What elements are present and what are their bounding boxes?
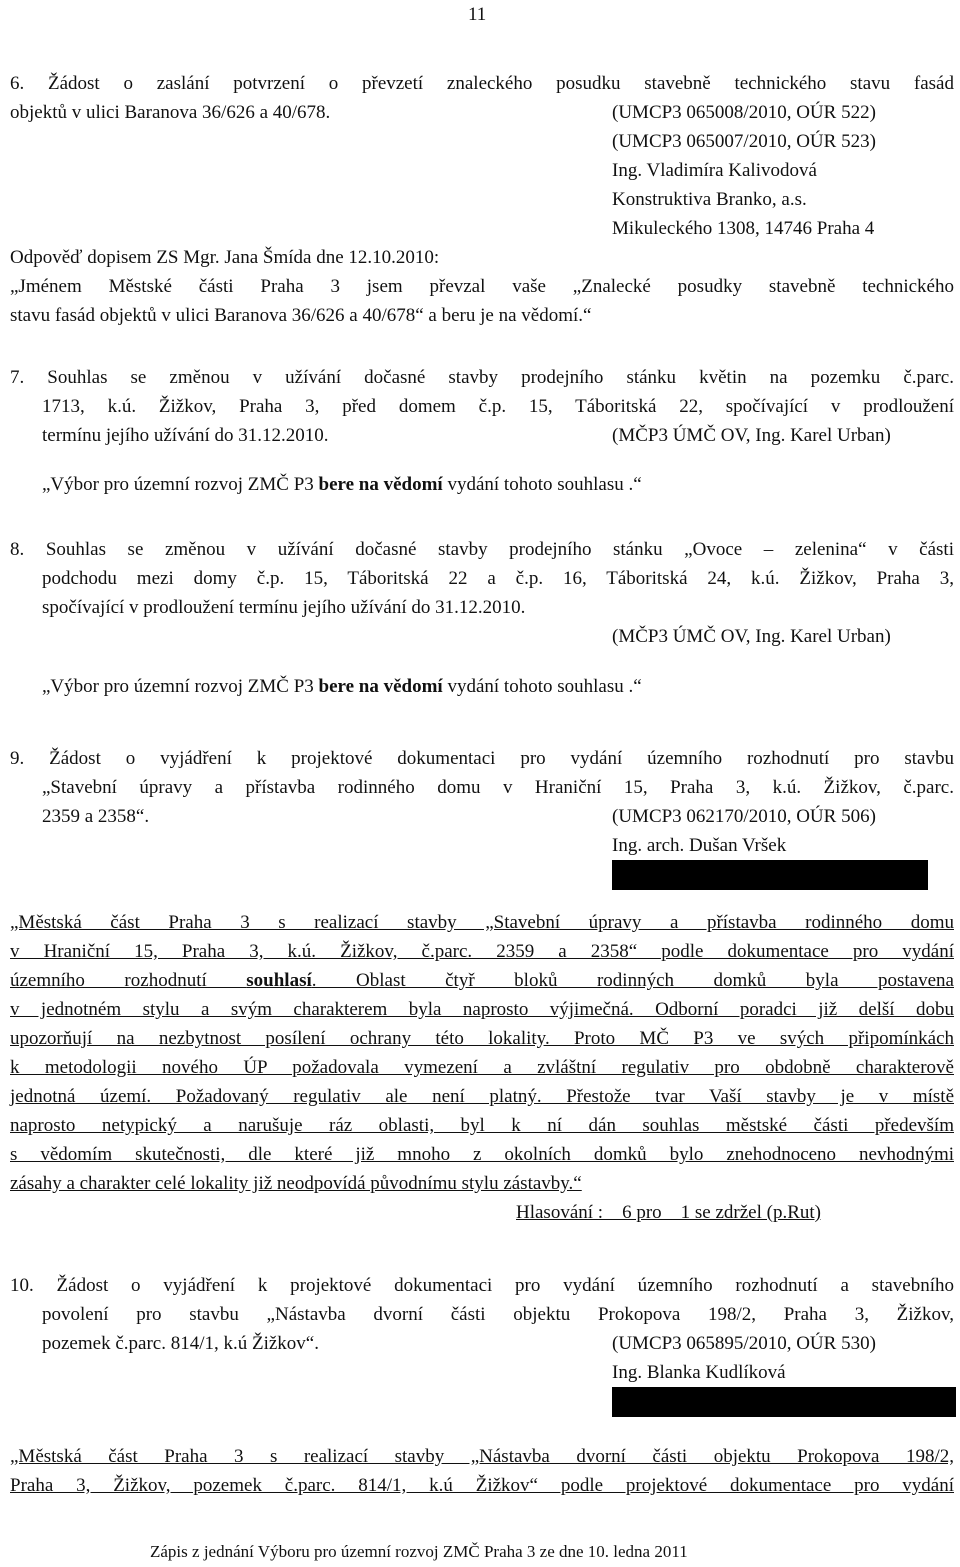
item9-statement-6: k metodologii nového ÚP požadovala vymezení a zvláštní regulativ pro obdobně charakterově (10, 1057, 954, 1078)
item10-author: Ing. Blanka Kudlíková (612, 1362, 786, 1383)
item10-statement-2: Praha 3, Žižkov, pozemek č.parc. 814/1, k.ú Žižkov“ podle projektové dokumentace pro vydání (10, 1475, 954, 1496)
item7-ref: (MČP3 ÚMČ OV, Ing. Karel Urban) (612, 425, 891, 446)
item8-resolution-post: vydání tohoto souhlasu .“ (442, 676, 642, 697)
item7-resolution-bold: bere na vědomí (318, 474, 443, 495)
item10-ref: (UMCP3 065895/2010, OÚR 530) (612, 1333, 876, 1354)
item6-ref2: (UMCP3 065007/2010, OÚR 523) (612, 131, 876, 152)
item6-quote2: stavu fasád objektů v ulici Baranova 36/626 a 40/678“ a beru je na vědomí.“ (10, 305, 592, 326)
item10-line2: povolení pro stavbu „Nástavba dvorní části objektu Prokopova 198/2, Praha 3, Žižkov, (42, 1304, 954, 1325)
item9-statement-8: naprosto netypický a narušuje ráz oblasti, byl k ní dán souhlas městské části především (10, 1115, 954, 1136)
item9-statement-3a: územního rozhodnutí (10, 970, 247, 991)
item6-ref1: (UMCP3 065008/2010, OÚR 522) (612, 102, 876, 123)
item8-resolution-bold: bere na vědomí (318, 676, 443, 697)
item8-resolution-pre: „Výbor pro územní rozvoj ZMČ P3 (42, 676, 319, 697)
item9-statement-4: v jednotném stylu a svým charakterem byla naprosto výjimečná. Odborní poradci již delší dobu (10, 999, 954, 1020)
item9-ref: (UMCP3 062170/2010, OÚR 506) (612, 806, 876, 827)
item10-statement-1: „Městská část Praha 3 s realizací stavby „Nástavba dvorní části objektu Prokopova 198/2, (10, 1446, 954, 1467)
item9-author: Ing. arch. Dušan Vršek (612, 835, 787, 856)
item9-statement-7: jednotná území. Požadovaný regulativ ale není platný. Přestože tvar Vaší stavby je v místě (10, 1086, 954, 1107)
item6-quote1: „Jménem Městské části Praha 3 jsem převzal vaše „Znalecké posudky stavebně technického (10, 276, 954, 297)
item6-line2: objektů v ulici Baranova 36/626 a 40/678. (10, 102, 331, 123)
item9-statement-3 (10, 969, 954, 993)
item6-addr1: Ing. Vladimíra Kalivodová (612, 160, 817, 181)
item8-ref: (MČP3 ÚMČ OV, Ing. Karel Urban) (612, 626, 891, 647)
item9-vote: Hlasování : 6 pro 1 se zdržel (p.Rut) (516, 1202, 821, 1223)
item6-addr3: Mikuleckého 1308, 14746 Praha 4 (612, 218, 875, 239)
item6-addr2: Konstruktiva Branko, a.s. (612, 189, 807, 210)
item9-line3: 2359 a 2358“. (42, 806, 150, 827)
item7-resolution-post: vydání tohoto souhlasu .“ (442, 474, 642, 495)
item9-line2: „Stavební úpravy a přístavba rodinného domu v Hraniční 15, Praha 3, k.ú. Žižkov, č.parc. (42, 777, 954, 798)
item6-line1: 6. Žádost o zaslání potvrzení o převzetí znaleckého posudku stavebně technického stavu fasád (10, 73, 954, 94)
item9-statement-3b: souhlasí (246, 970, 312, 991)
item9-statement-2: v Hraniční 15, Praha 3, k.ú. Žižkov, č.parc. 2359 a 2358“ podle dokumentace pro vydání (10, 941, 954, 962)
item9-statement-1: „Městská část Praha 3 s realizací stavby „Stavební úpravy a přístavba rodinného domu (10, 912, 954, 933)
item9-line1: 9. Žádost o vyjádření k projektové dokumentaci pro vydání územního rozhodnutí pro stavbu (10, 748, 954, 769)
item9-statement-5: upozorňují na nezbytnost posílení ochrany této lokality. Proto MČ P3 ve svých připomínkách (10, 1028, 954, 1049)
item7-resolution (42, 473, 642, 497)
item8-line2: podchodu mezi domy č.p. 15, Táboritská 22 a č.p. 16, Táboritská 24, k.ú. Žižkov, Praha 3, (42, 568, 954, 589)
item10-line3: pozemek č.parc. 814/1, k.ú Žižkov“. (42, 1333, 319, 1354)
page-number: 11 (468, 4, 487, 25)
redaction-block-2 (612, 1387, 956, 1417)
redaction-block (612, 860, 928, 890)
item7-line2: 1713, k.ú. Žižkov, Praha 3, před domem č.p. 15, Táboritská 22, spočívající v prodloužení (42, 396, 954, 417)
item7-line3: termínu jejího užívání do 31.12.2010. (42, 425, 329, 446)
page-footer: Zápis z jednání Výboru pro územní rozvoj ZMČ Praha 3 ze dne 10. ledna 2011 (150, 1542, 688, 1561)
item8-line3: spočívající v prodloužení termínu jejího užívání do 31.12.2010. (42, 597, 526, 618)
item9-statement-10: zásahy a charakter celé lokality již neodpovídá původnímu stylu zástavby.“ (10, 1173, 582, 1194)
item8-line1: 8. Souhlas se změnou v užívání dočasné stavby prodejního stánku „Ovoce – zelenina“ v části (10, 539, 954, 560)
item7-line1: 7. Souhlas se změnou v užívání dočasné stavby prodejního stánku květin na pozemku č.parc. (10, 367, 954, 388)
item8-resolution (42, 675, 642, 699)
item9-statement-9: s vědomím skutečnosti, dle které již mnoho z okolních domků bylo znehodnoceno nevhodnými (10, 1144, 954, 1165)
item7-resolution-pre: „Výbor pro územní rozvoj ZMČ P3 (42, 474, 319, 495)
item10-line1: 10. Žádost o vyjádření k projektové dokumentaci pro vydání územního rozhodnutí a stavebního (10, 1275, 954, 1296)
item6-line3: Odpověď dopisem ZS Mgr. Jana Šmída dne 12.10.2010: (10, 247, 440, 268)
item9-statement-3c: . Oblast čtyř bloků rodinných domků byla postavena (311, 970, 954, 991)
